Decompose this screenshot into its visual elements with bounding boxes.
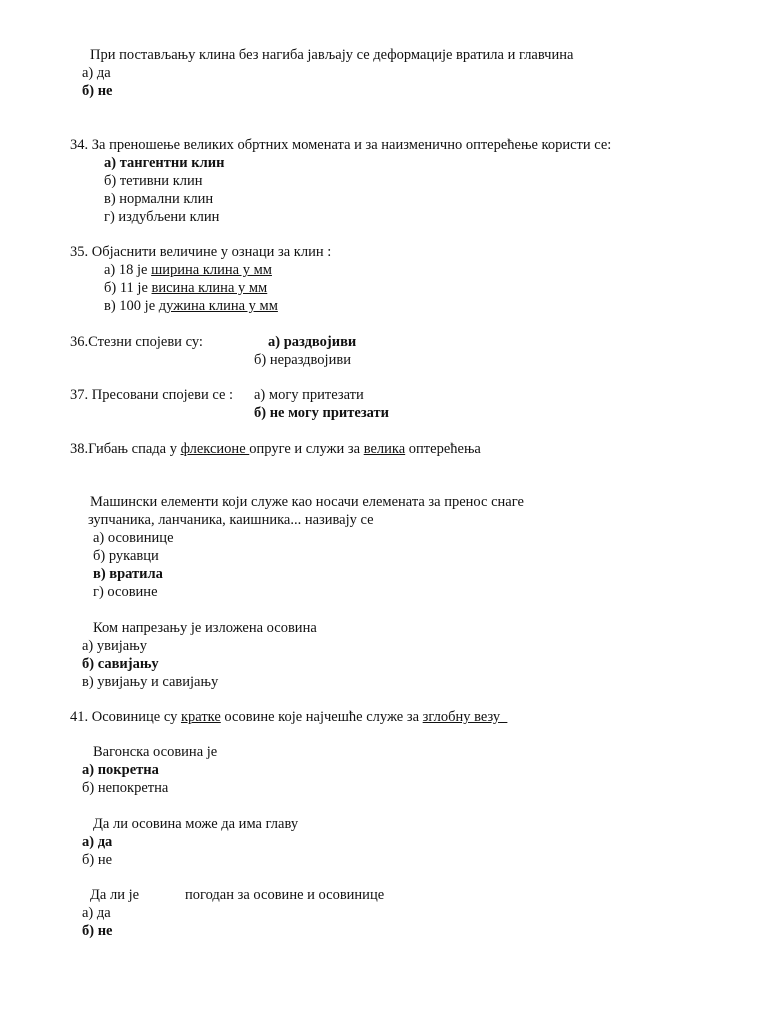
q43-option-b: б) не: [82, 852, 113, 868]
q41-part-1: 41. Осовинице су: [70, 709, 181, 725]
q42-option-a: а) покретна: [82, 762, 159, 778]
q39-text-line-2: зупчаника, ланчаника, каишника... називају се: [88, 512, 374, 528]
q44-option-b: б) не: [82, 923, 113, 939]
q40-option-b: б) савијању: [82, 656, 159, 672]
q34-text: 34. За преношење великих обртних момената и за наизменично оптерећење користи се:: [70, 137, 612, 153]
q44-text-part-2: погодан за осовине и осовинице: [185, 887, 385, 903]
q35-item-b-prefix: б) 11 је: [104, 280, 152, 296]
q37-text: 37. Пресовани спојеви се :: [70, 387, 234, 403]
q38-part-2: опруге и служи за: [249, 441, 364, 457]
q33-option-b: б) не: [82, 83, 113, 99]
q38-part-3: оптерећења: [405, 441, 481, 457]
q39-option-d: г) осовине: [93, 584, 158, 600]
q35-item-c-prefix: в) 100 је: [104, 298, 159, 314]
q34-option-d: г) издубљени клин: [104, 209, 220, 225]
q39-text-line-1: Машински елементи који служе као носачи елемената за пренос снаге: [90, 494, 524, 510]
q33-option-a: а) да: [82, 65, 111, 81]
q38-blank-2: велика: [363, 441, 406, 457]
q43-option-a: а) да: [82, 834, 113, 850]
q36-text: 36.Стезни спојеви су:: [70, 334, 203, 350]
q39-option-b: б) рукавци: [93, 548, 159, 564]
q36-option-a: а) раздвојиви: [268, 334, 357, 350]
q35-item-c-answer: дужина клина у мм: [158, 298, 278, 314]
q42-text: Вагонска осовина је: [93, 744, 218, 760]
q40-option-c: в) увијању и савијању: [82, 674, 219, 690]
q34-option-a: а) тангентни клин: [104, 155, 225, 171]
q38-blank-1: флексионе: [180, 441, 250, 457]
q40-text: Ком напрезању је изложена осовина: [93, 620, 317, 636]
q39-option-c: в) вратила: [93, 566, 163, 582]
q35-text: 35. Објаснити величине у ознаци за клин :: [70, 244, 332, 260]
q41-text: [70, 708, 507, 726]
q35-item-a: [104, 261, 272, 279]
q39-option-a: а) осовинице: [93, 530, 174, 546]
q38-text: [70, 440, 481, 458]
q36-option-b: б) нераздвојиви: [254, 352, 351, 368]
q40-option-a: а) увијању: [82, 638, 147, 654]
q44-option-a: а) да: [82, 905, 111, 921]
q41-blank-1: кратке: [180, 709, 221, 725]
q33-text: При постављању клина без нагиба јављају се деформације вратила и главчина: [90, 47, 574, 63]
q35-item-b-answer: висина клина у мм: [151, 280, 268, 296]
q35-item-a-prefix: а) 18 је: [104, 262, 152, 278]
q37-option-b: б) не могу притезати: [254, 405, 390, 421]
q34-option-b: б) тетивни клин: [104, 173, 203, 189]
q34-option-c: в) нормални клин: [104, 191, 214, 207]
q43-text: Да ли осовина може да има главу: [93, 816, 299, 832]
q35-item-c: [104, 297, 278, 315]
q41-blank-2: зглобну везу: [422, 709, 508, 725]
q37-option-a: а) могу притезати: [254, 387, 364, 403]
q44-text-part-1: Да ли је: [90, 887, 140, 903]
q35-item-b: [104, 279, 267, 297]
q41-part-2: осовине које најчешће служе за: [220, 709, 423, 725]
q42-option-b: б) непокретна: [82, 780, 169, 796]
q35-item-a-answer: ширина клина у мм: [151, 262, 272, 278]
q38-part-1: 38.Гибањ спада у: [70, 441, 181, 457]
